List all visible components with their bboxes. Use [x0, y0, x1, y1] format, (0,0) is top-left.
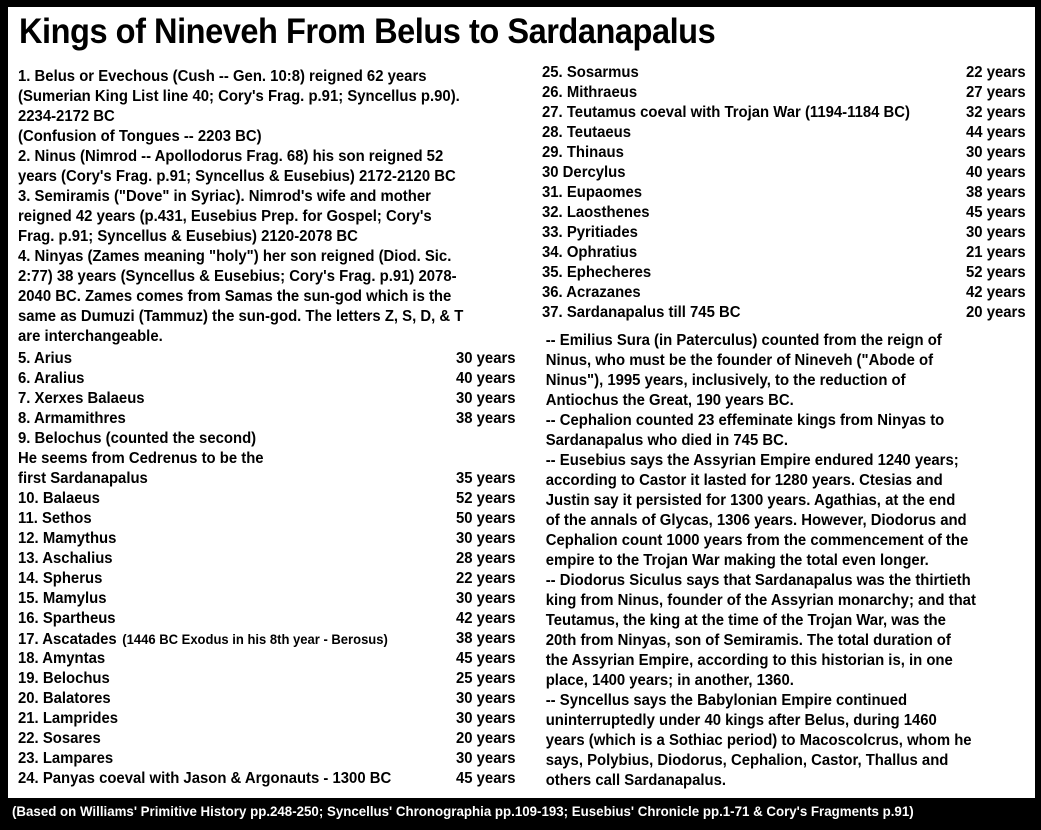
king-row	[542, 263, 1026, 283]
king-name: 30 Dercylus	[542, 164, 626, 181]
note-line: Antiochus the Great, 190 years BC.	[545, 392, 794, 409]
king-cell	[542, 303, 740, 323]
king-row	[542, 203, 1026, 223]
king-name: 31. Eupaomes	[542, 184, 643, 201]
king-row	[542, 163, 1026, 183]
note-line: 20th from Ninyas, son of Semiramis. The total duration of	[545, 632, 951, 649]
king-cell	[18, 409, 126, 429]
king-cell	[18, 389, 145, 409]
king-name: 27. Teutamus coeval with Trojan War (1194-1184 BC)	[542, 104, 911, 121]
king-row	[542, 303, 1026, 323]
note-line: -- Cephalion counted 23 effeminate kings from Ninyas to	[545, 412, 945, 429]
king-name: 21. Lamprides	[18, 710, 119, 727]
intro-line: 2040 BC. Zames comes from Samas the sun-god which is the	[18, 288, 452, 305]
king-cell	[542, 283, 641, 303]
reign-years: 40 years	[455, 370, 516, 387]
note-line: Teutamus, the king at the time of the Trojan War, was the	[545, 612, 946, 629]
king-name: 19. Belochus	[18, 670, 110, 687]
reign-years: 27 years	[966, 84, 1026, 101]
note-line: others call Sardanapalus.	[545, 772, 727, 789]
king-name: 26. Mithraeus	[542, 84, 638, 101]
reign-years: 50 years	[455, 510, 516, 527]
note-line: Sardanapalus who died in 745 BC.	[545, 432, 788, 449]
reign-years: 30 years	[966, 144, 1026, 161]
reign-years: 40 years	[966, 164, 1026, 181]
historical-notes	[542, 331, 1026, 791]
king-name: 29. Thinaus	[542, 144, 624, 161]
reign-years: 30 years	[455, 530, 516, 547]
king-row	[18, 589, 516, 609]
king-row	[18, 609, 516, 629]
king-cell	[18, 629, 388, 649]
intro-line: are interchangeable.	[18, 328, 163, 345]
king-name: 13. Aschalius	[18, 550, 113, 567]
reign-years: 32 years	[966, 104, 1026, 121]
reign-years: 28 years	[455, 550, 516, 567]
king-name: 6. Aralius	[18, 370, 85, 387]
king-row	[18, 409, 516, 429]
reign-years: 38 years	[966, 184, 1026, 201]
king-name: 34. Ophratius	[542, 244, 638, 261]
note-line: Ninus, who must be the founder of Nineveh ("Abode of	[545, 352, 934, 369]
king-row	[18, 569, 516, 589]
king-cell	[18, 589, 106, 609]
note-line: uninterruptedly under 40 kings after Belus, during 1460	[545, 712, 937, 729]
king-cell	[542, 83, 637, 103]
reign-years: 22 years	[455, 570, 516, 587]
reign-years: 42 years	[966, 284, 1026, 301]
king-cell	[542, 263, 651, 283]
reign-years: 22 years	[966, 64, 1026, 81]
king-row	[18, 769, 516, 789]
king-cell	[18, 369, 84, 389]
king-name: 20. Balatores	[18, 690, 111, 707]
reign-years: 38 years	[455, 630, 516, 647]
king-cell	[18, 509, 92, 529]
king-row	[18, 469, 516, 489]
king-row	[542, 223, 1026, 243]
king-cell	[18, 729, 101, 749]
note-line: Ninus"), 1995 years, inclusively, to the reduction of	[545, 372, 906, 389]
intro-line: years (Cory's Frag. p.91; Syncellus & Eusebius) 2172-2120 BC	[18, 168, 456, 185]
king-row	[18, 549, 516, 569]
belochus-line: 9. Belochus (counted the second)	[18, 430, 257, 447]
king-name: 32. Laosthenes	[542, 204, 650, 221]
king-name: 25. Sosarmus	[542, 64, 639, 81]
intro-line: 3. Semiramis ("Dove" in Syriac). Nimrod's wife and mother	[18, 188, 431, 205]
king-row	[542, 283, 1026, 303]
note-line: the Assyrian Empire, according to this historian is, in one	[545, 652, 953, 669]
king-name: 33. Pyritiades	[542, 224, 638, 241]
kings-list-b	[18, 469, 516, 789]
king-row	[542, 83, 1026, 103]
king-row	[18, 669, 516, 689]
reign-years: 30 years	[455, 590, 516, 607]
king-cell	[18, 669, 110, 689]
intro-line: same as Dumuzi (Tammuz) the sun-god. The letters Z, S, D, & T	[18, 308, 464, 325]
reign-years: 45 years	[966, 204, 1026, 221]
reign-years: 45 years	[455, 770, 516, 787]
reign-years: 30 years	[455, 710, 516, 727]
king-row	[542, 143, 1026, 163]
king-name: 35. Ephecheres	[542, 264, 652, 281]
king-cell	[18, 569, 102, 589]
reign-years: 45 years	[455, 650, 516, 667]
belochus-note	[18, 429, 516, 469]
kings-list-right	[542, 63, 1026, 323]
reign-years: 25 years	[455, 670, 516, 687]
note-line: of the annals of Glycas, 1306 years. However, Diodorus and	[545, 512, 967, 529]
king-cell	[18, 749, 113, 769]
king-row	[18, 709, 516, 729]
intro-line: 1. Belus or Evechous (Cush -- Gen. 10:8) reigned 62 years	[18, 68, 427, 85]
king-cell	[18, 649, 105, 669]
reign-years: 21 years	[966, 244, 1026, 261]
reign-years: 35 years	[455, 470, 516, 487]
source-footer: (Based on Williams' Primitive History pp.248-250; Syncellus' Chronographia pp.109-193; Eusebius' Chronicle pp.1-71 & Cory's Fragments p.91)	[12, 803, 914, 819]
reign-years: 52 years	[455, 490, 516, 507]
king-row	[18, 629, 516, 649]
note-line: king from Ninus, founder of the Assyrian monarchy; and that	[545, 592, 976, 609]
king-row	[18, 509, 516, 529]
reign-years: 30 years	[455, 690, 516, 707]
king-row	[18, 689, 516, 709]
king-name: 12. Mamythus	[18, 530, 117, 547]
reign-years: 30 years	[966, 224, 1026, 241]
king-row	[18, 729, 516, 749]
note-line: Cephalion count 1000 years from the commencement of the	[545, 532, 969, 549]
king-cell	[18, 709, 118, 729]
king-name: 17. Ascatades	[18, 631, 117, 648]
king-row	[18, 529, 516, 549]
king-name: 11. Sethos	[18, 510, 92, 527]
king-cell	[542, 183, 642, 203]
left-column	[18, 67, 516, 789]
belochus-line: He seems from Cedrenus to be the	[18, 450, 264, 467]
note-line: according to Castor it lasted for 1280 years. Ctesias and	[545, 472, 943, 489]
king-name: 7. Xerxes Balaeus	[18, 390, 145, 407]
king-row	[18, 349, 516, 369]
note-line: says, Polybius, Diodorus, Cephalion, Castor, Thallus and	[545, 752, 949, 769]
king-cell	[18, 469, 148, 489]
kings-list-a	[18, 349, 516, 429]
note-line: -- Diodorus Siculus says that Sardanapalus was the thirtieth	[545, 572, 971, 589]
king-row	[542, 243, 1026, 263]
reign-years: 30 years	[455, 750, 516, 767]
king-cell	[542, 203, 650, 223]
king-row	[18, 649, 516, 669]
king-cell	[18, 549, 113, 569]
king-cell	[18, 349, 72, 369]
king-cell	[542, 143, 624, 163]
page-title: Kings of Nineveh From Belus to Sardanapalus	[19, 12, 716, 51]
reign-years: 42 years	[455, 610, 516, 627]
king-name: 15. Mamylus	[18, 590, 107, 607]
note-line: -- Emilius Sura (in Paterculus) counted from the reign of	[545, 332, 942, 349]
king-cell	[18, 489, 100, 509]
king-name: 14. Spherus	[18, 570, 103, 587]
king-cell	[18, 609, 116, 629]
reign-years: 38 years	[455, 410, 516, 427]
reign-years: 30 years	[455, 390, 516, 407]
note-line: place, 1400 years; in another, 1360.	[545, 672, 794, 689]
intro-line: (Confusion of Tongues -- 2203 BC)	[18, 128, 262, 145]
right-column	[542, 63, 1026, 791]
king-cell	[542, 103, 910, 123]
reign-years: 30 years	[455, 350, 516, 367]
king-name: 37. Sardanapalus till 745 BC	[542, 304, 741, 321]
king-row	[18, 489, 516, 509]
king-cell	[18, 769, 391, 789]
king-row	[542, 123, 1026, 143]
king-name: 28. Teutaeus	[542, 124, 632, 141]
king-cell	[542, 63, 639, 83]
king-cell	[18, 689, 111, 709]
reign-years: 52 years	[966, 264, 1026, 281]
reign-years: 20 years	[966, 304, 1026, 321]
king-row	[18, 369, 516, 389]
king-name: 23. Lampares	[18, 750, 114, 767]
king-name: 22. Sosares	[18, 730, 101, 747]
king-cell	[18, 529, 116, 549]
king-row	[18, 749, 516, 769]
king-name: 24. Panyas coeval with Jason & Argonauts - 1300 BC	[18, 770, 392, 787]
king-row	[542, 183, 1026, 203]
note-line: Justin say it persisted for 1300 years. Agathias, at the end	[545, 492, 956, 509]
intro-line: Frag. p.91; Syncellus & Eusebius) 2120-2078 BC	[18, 228, 358, 245]
note-line: years (which is a Sothiac period) to Macoscolcrus, whom he	[545, 732, 972, 749]
king-name: 36. Acrazanes	[542, 284, 641, 301]
king-row	[18, 389, 516, 409]
intro-text	[18, 67, 516, 347]
reign-years: 20 years	[455, 730, 516, 747]
king-name: 8. Armamithres	[18, 410, 126, 427]
king-name: 10. Balaeus	[18, 490, 100, 507]
intro-line: 2:77) 38 years (Syncellus & Eusebius; Cory's Frag. p.91) 2078-	[18, 268, 457, 285]
king-name: 5. Arius	[18, 350, 73, 367]
content-panel	[8, 7, 1035, 798]
intro-line: 2234-2172 BC	[18, 108, 115, 125]
note-line: empire to the Trojan War making the total even longer.	[545, 552, 929, 569]
king-note: (1446 BC Exodus in his 8th year - Berosus)	[122, 631, 388, 647]
note-line: -- Eusebius says the Assyrian Empire endured 1240 years;	[545, 452, 959, 469]
intro-line: 4. Ninyas (Zames meaning "holy") her son reigned (Diod. Sic.	[18, 248, 452, 265]
intro-line: reigned 42 years (p.431, Eusebius Prep. for Gospel; Cory's	[18, 208, 432, 225]
king-name: 18. Amyntas	[18, 650, 106, 667]
king-row	[542, 63, 1026, 83]
king-name: first Sardanapalus	[18, 470, 148, 487]
note-line: -- Syncellus says the Babylonian Empire continued	[545, 692, 908, 709]
reign-years: 44 years	[966, 124, 1026, 141]
intro-line: (Sumerian King List line 40; Cory's Frag. p.91; Syncellus p.90).	[18, 88, 460, 105]
king-cell	[542, 243, 637, 263]
intro-line: 2. Ninus (Nimrod -- Apollodorus Frag. 68) his son reigned 52	[18, 148, 444, 165]
king-cell	[542, 123, 631, 143]
king-cell	[542, 163, 626, 183]
king-row	[542, 103, 1026, 123]
king-name: 16. Spartheus	[18, 610, 116, 627]
king-cell	[542, 223, 638, 243]
